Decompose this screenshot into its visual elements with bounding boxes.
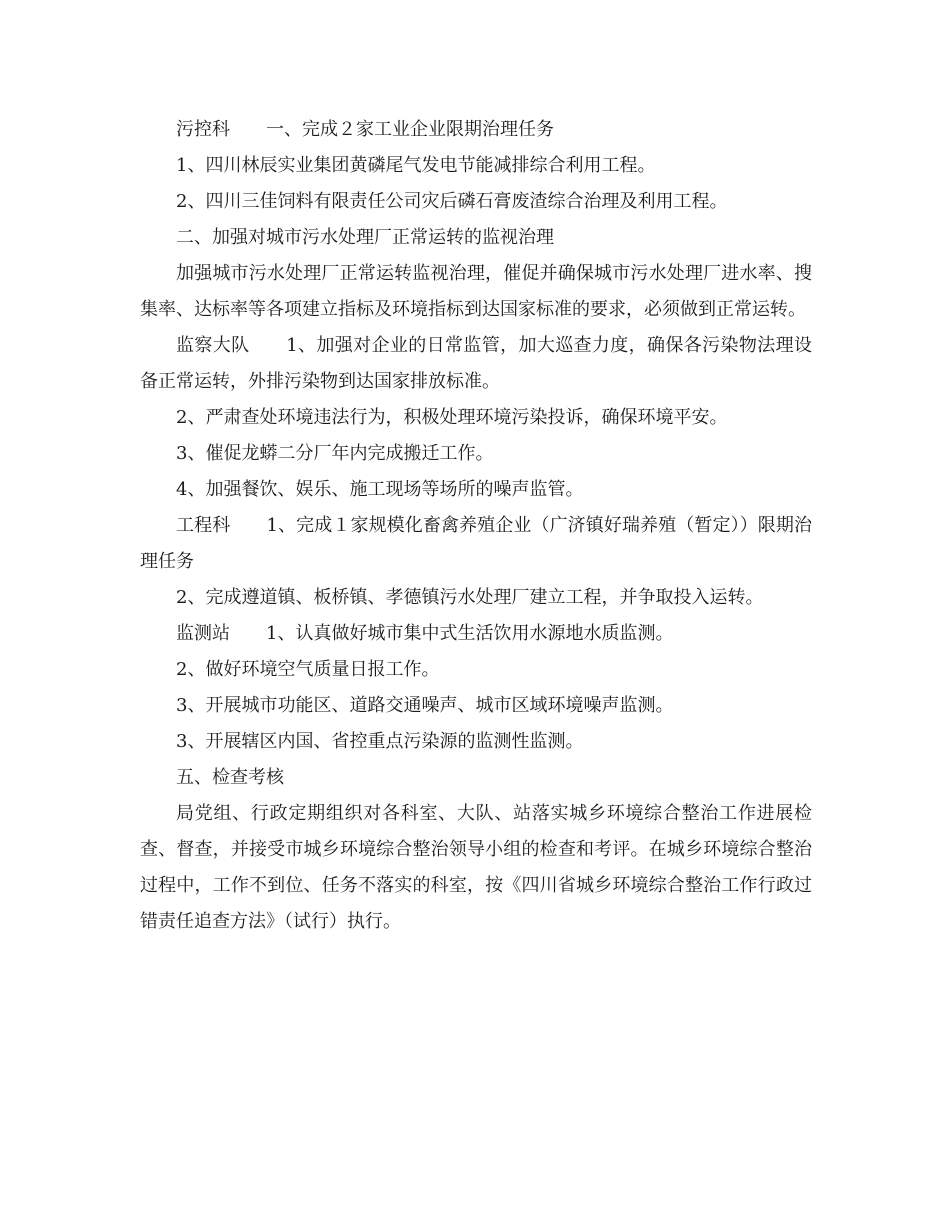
paragraph-item: 2、做好环境空气质量日报工作。 bbox=[176, 659, 440, 680]
paragraph-pollution-control: 污控科 一、完成２家工业企业限期治理任务 bbox=[176, 119, 554, 140]
paragraph-item: 2、四川三佳饲料有限责任公司灾后磷石膏废渣综合治理及利用工程。 bbox=[176, 191, 728, 212]
paragraph-item: 2、严肃查处环境违法行为，积极处理环境污染投诉，确保环境平安。 bbox=[176, 407, 728, 428]
paragraph-body: 局党组、行政定期组织对各科室、大队、站落实城乡环境综合整治工作进展检查、督查，并接受市城乡环境综合整治领导小组的检查和考评。在城乡环境综合整治过程中，工作不到位、任务不落实的科室，按《四川省城乡环境综合整治工作行政过错责任追查方法》（试行）执行。 bbox=[140, 803, 812, 932]
paragraph-item: 4、加强餐饮、娱乐、施工现场等场所的噪声监管。 bbox=[176, 479, 584, 500]
document-body bbox=[140, 112, 812, 940]
paragraph-item: 2、完成遵道镇、板桥镇、孝德镇污水处理厂建立工程，并争取投入运转。 bbox=[176, 587, 764, 608]
paragraph-monitoring-station: 监测站 1、认真做好城市集中式生活饮用水源地水质监测。 bbox=[176, 623, 674, 644]
paragraph-item: 3、开展城市功能区、道路交通噪声、城市区域环境噪声监测。 bbox=[176, 695, 674, 716]
paragraph-heading: 五、检查考核 bbox=[176, 767, 284, 788]
paragraph-heading: 二、加强对城市污水处理厂正常运转的监视治理 bbox=[176, 227, 554, 248]
paragraph-engineering: 工程科 1、完成１家规模化畜禽养殖企业（广济镇好瑞养殖（暂定））限期治理任务 bbox=[140, 515, 812, 572]
paragraph-item: 3、催促龙蟒二分厂年内完成搬迁工作。 bbox=[176, 443, 494, 464]
paragraph-inspection-team: 监察大队 1、加强对企业的日常监管，加大巡查力度，确保各污染物法理设备正常运转，外排污染物到达国家排放标准。 bbox=[140, 335, 812, 392]
paragraph-item: 1、四川林辰实业集团黄磷尾气发电节能减排综合利用工程。 bbox=[176, 155, 656, 176]
paragraph-item: 3、开展辖区内国、省控重点污染源的监测性监测。 bbox=[176, 731, 584, 752]
paragraph-body: 加强城市污水处理厂正常运转监视治理，催促并确保城市污水处理厂进水率、搜集率、达标率等各项建立指标及环境指标到达国家标准的要求，必须做到正常运转。 bbox=[140, 263, 812, 320]
